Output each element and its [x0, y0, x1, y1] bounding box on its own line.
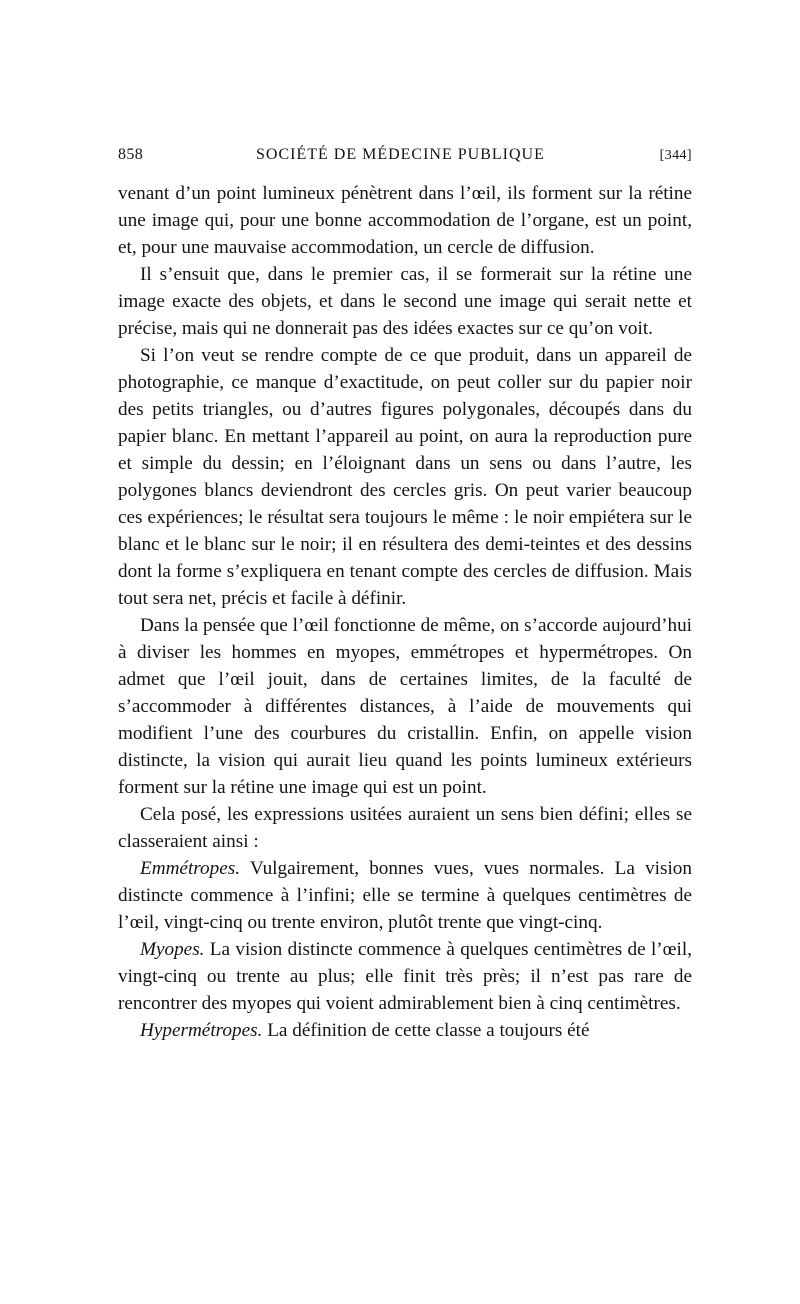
paragraph: Dans la pensée que l’œil fonctionne de même, on s’accorde aujourd’hui à diviser les hommes en myopes, emmétropes et hypermétropes. On admet que l’œil jouit, dans de certaines limites, de la faculté de s’accommoder à différentes distances, à l’aide de mouvements qui modifient l’une des courbures du cristallin. Enfin, on appelle vision distincte, la vision qui aurait lieu quand les points lumineux extérieurs forment sur la rétine une image qui est un point.	[118, 615, 692, 798]
page-body	[118, 180, 692, 1044]
definition-hypermetropes	[118, 1017, 692, 1044]
definition-text: Vulgairement, bonnes vues, vues normales. La vision distincte commence à l’infini; elle se termine à quelques centimètres de l’œil, vingt-cinq ou trente environ, plutôt trente que vingt-cinq.	[118, 858, 692, 933]
page-header	[118, 140, 692, 180]
definition-text: La définition de cette classe a toujours été	[262, 1020, 590, 1041]
paragraph: Cela posé, les expressions usitées auraient un sens bien défini; elles se classeraient ainsi :	[118, 804, 692, 852]
document-page	[118, 140, 692, 1044]
definition-term: Emmétropes.	[140, 858, 241, 879]
bracket-page-reference: [344]	[659, 148, 692, 163]
definition-myopes	[118, 936, 692, 1017]
definition-term: Hypermétropes.	[140, 1020, 263, 1041]
page-number: 858	[118, 146, 144, 163]
definition-emmetropes	[118, 855, 692, 936]
running-title: SOCIÉTÉ DE MÉDECINE PUBLIQUE	[256, 146, 545, 163]
paragraph: Il s’ensuit que, dans le premier cas, il se formerait sur la rétine une image exacte des objets, et dans le second une image qui serait nette et précise, mais qui ne donnerait pas des idées exactes sur ce qu’on voit.	[118, 264, 692, 339]
definition-text: La vision distincte commence à quelques centimètres de l’œil, vingt-cinq ou trente au plus; elle finit très près; il n’est pas rare de rencontrer des myopes qui voient admirablement bien à cinq centimètres.	[118, 939, 692, 1014]
definition-term: Myopes.	[140, 939, 205, 960]
paragraph: Si l’on veut se rendre compte de ce que produit, dans un appareil de photographie, ce manque d’exactitude, on peut coller sur du papier noir des petits triangles, ou d’autres figures polygonales, découpés dans du papier blanc. En mettant l’appareil au point, on aura la reproduction pure et simple du dessin; en l’éloignant dans un sens ou dans l’autre, les polygones blancs deviendront des cercles gris. On peut varier beaucoup ces expériences; le résultat sera toujours le même : le noir empiétera sur le blanc et le blanc sur le noir; il en résultera des demi-teintes et des dessins dont la forme s’expliquera en tenant compte des cercles de diffusion. Mais tout sera net, précis et facile à définir.	[118, 345, 692, 609]
paragraph-continuation: venant d’un point lumineux pénètrent dans l’œil, ils forment sur la rétine une image qui, pour une bonne accommodation de l’organe, est un point, et, pour une mauvaise accommodation, un cercle de diffusion.	[118, 183, 692, 258]
